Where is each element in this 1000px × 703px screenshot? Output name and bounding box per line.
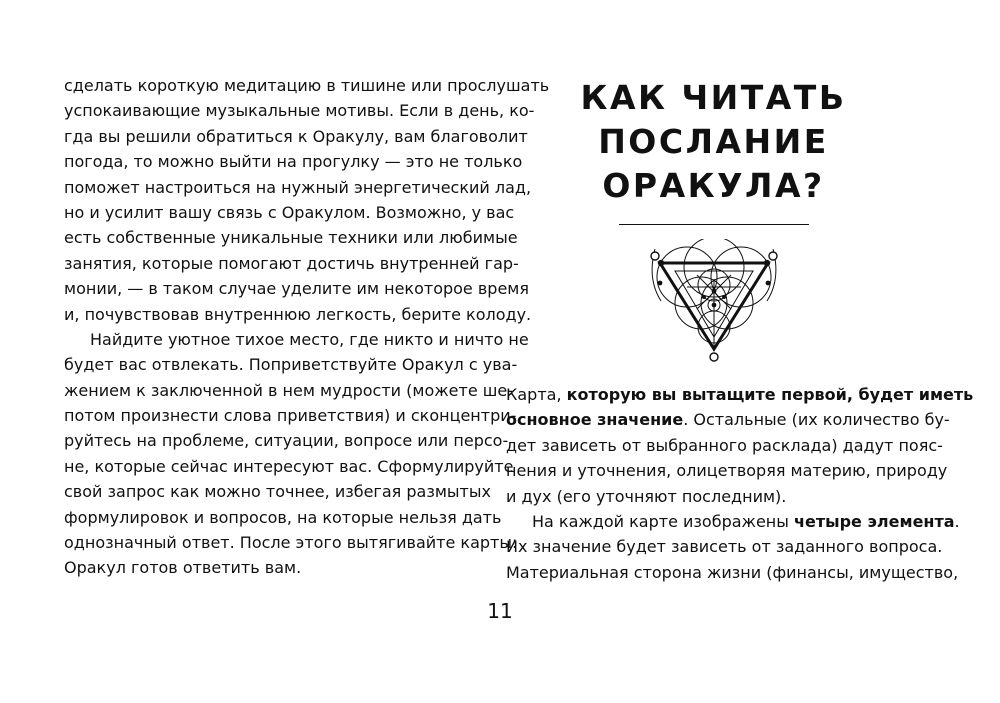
text-line: успокаивающие музыкальные мотивы. Если в день, ко- [64,101,535,121]
text-line: нения и уточнения, олицетворяя материю, природу [506,461,948,481]
text-line: формулировок и вопросов, на которые нельзя дать [64,507,502,527]
text-line: свой запрос как можно точнее, избегая размытых [64,482,491,502]
text-line: сделать короткую медитацию в тишине или прослушать [64,76,550,95]
right-text-block [506,382,974,585]
section-heading [506,76,921,208]
text-line: занятия, которые помогают достичь внутренней гар- [64,253,519,273]
text-line: монии, — в таком случае уделите им некоторое время [64,279,529,299]
text-line: Найдите уютное тихое место, где никто и ничто не [90,329,529,349]
text-line: однозначный ответ. После этого вытягивайте карты: [64,533,518,553]
text-line: На каждой карте изображены четыре элемента. [532,511,960,531]
text-line: Оракул готов ответить вам. [64,558,302,578]
text-line: руйтесь на проблеме, ситуации, вопросе или персо- [64,431,509,451]
text-line: но и усилит вашу связь с Оракулом. Возможно, у вас [64,202,515,222]
text-line: и дух (его уточняют последним). [506,486,787,506]
text-line: Материальная сторона жизни (финансы, имущество, [506,562,959,582]
text-line: не, которые сейчас интересуют вас. Сформулируйте [64,456,514,476]
heading-line: ПОСЛАНИЕ [598,122,829,161]
text-line: и, почувствовав внутреннюю легкость, берите колоду. [64,304,532,324]
text-line: погода, то можно выйти на прогулку — это не только [64,152,523,172]
heading-line: ОРАКУЛА? [602,166,825,205]
heading-line: КАК ЧИТАТЬ [580,78,847,117]
left-text-column [64,73,550,581]
page-number: 11 [487,599,513,623]
text-line: есть собственные уникальные техники или любимые [64,228,518,248]
text-line: потом произнести слова приветствия) и сконцентри- [64,406,517,426]
text-line: гда вы решили обратиться к Оракулу, вам благоволит [64,126,528,146]
text-line: Карта, которую вы вытащите первой, будет иметь [506,385,974,404]
text-line: будет вас отвлекать. Поприветствуйте Оракул с ува- [64,355,518,375]
text-line: Их значение будет зависеть от заданного вопроса. [506,537,943,557]
right-column [506,76,974,582]
text-line: жением к заключенной в нем мудрости (можете ше- [64,380,514,400]
text-line: поможет настроиться на нужный энергетический лад, [64,177,532,197]
heading-underline [619,224,809,225]
text-line: основное значение. Остальные (их количество бу- [506,410,950,430]
text-line: дет зависеть от выбранного расклада) дадут пояс- [506,435,943,455]
sacred-geometry-triangle-icon [639,239,789,369]
